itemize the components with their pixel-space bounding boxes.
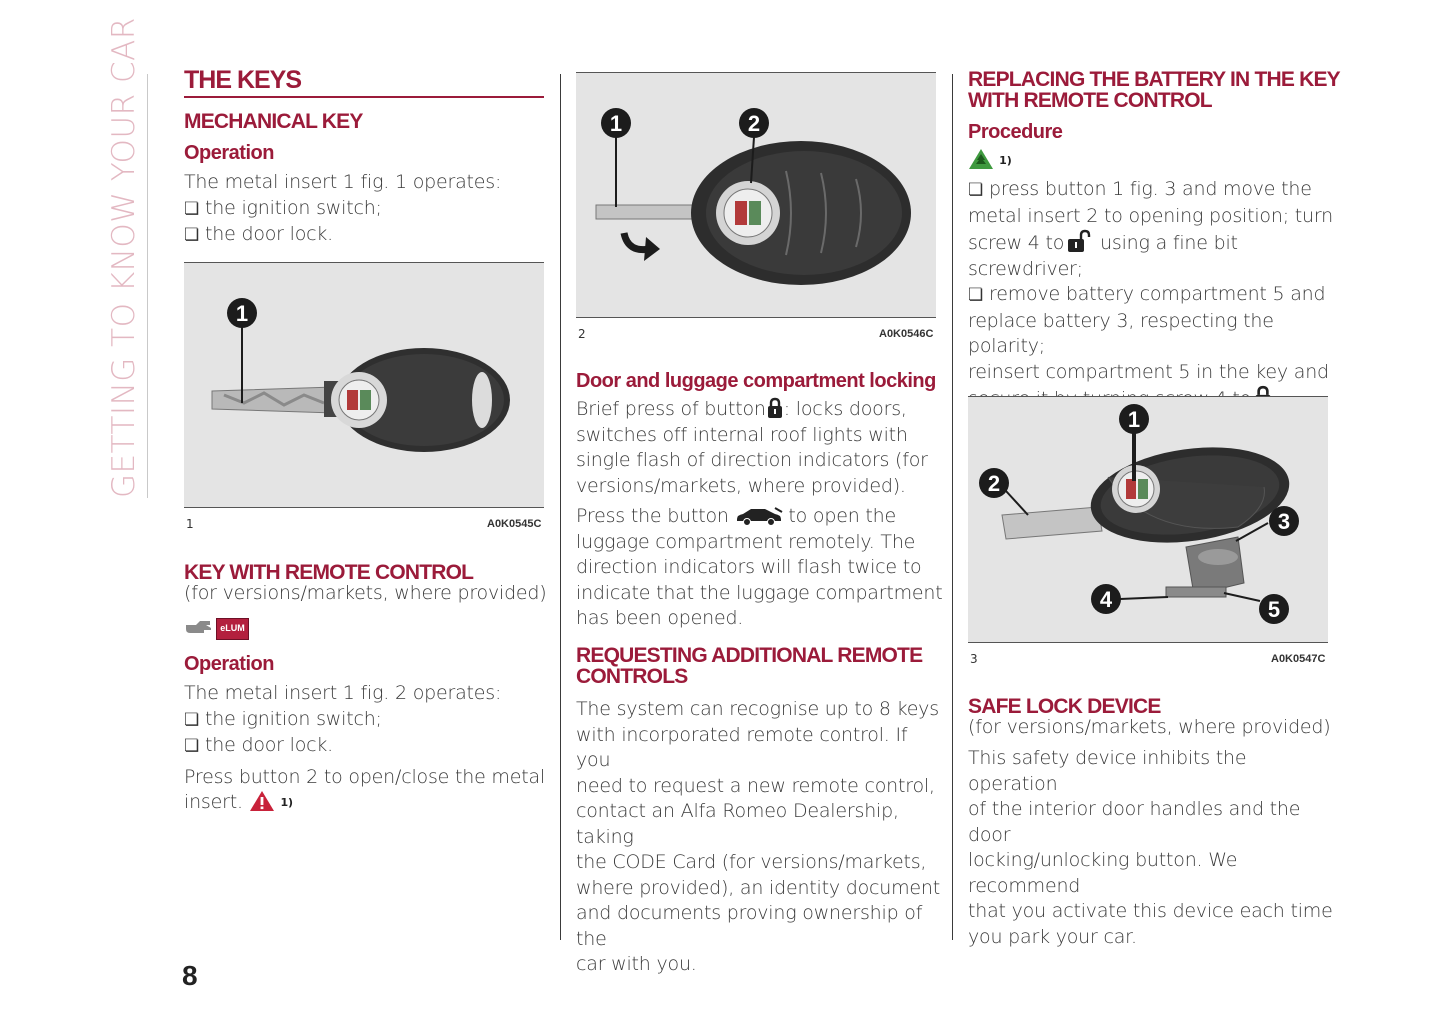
step-text: using a fine bit (1100, 232, 1238, 254)
figure-callout (1259, 594, 1289, 624)
door-locking-heading: Door and luggage compartment locking (576, 370, 936, 392)
req-line: contact an Alfa Romeo Dealership, taking (576, 800, 899, 848)
warning-icon (249, 790, 275, 812)
page-title: THE KEYS (184, 66, 302, 94)
door-p1-b: : locks doors, (783, 398, 907, 420)
step-text: replace battery 3, respecting the polarity; (968, 309, 1274, 357)
door-p1-line: switches off internal roof lights with (576, 423, 908, 446)
lock-icon (766, 397, 784, 419)
operation-heading: Operation (184, 142, 274, 164)
warning-ref: 1) (280, 796, 293, 809)
door-p2-line: luggage compartment remotely. The (576, 530, 916, 553)
mechanical-key-heading: MECHANICAL KEY (184, 110, 363, 133)
door-p2-line1 (576, 504, 946, 530)
car-trunk-icon (735, 506, 783, 526)
sidebar-divider (147, 74, 148, 498)
step-1 (968, 177, 1338, 204)
safe-lock-subtitle: (for versions/markets, where provided) (968, 716, 1331, 738)
remote-key-text (184, 681, 554, 816)
heading-line: CONTROLS (576, 665, 688, 688)
procedure-text (968, 177, 1338, 413)
battery-replacement-illustration (968, 397, 1328, 642)
figure-callout (601, 108, 631, 138)
bullet-text: the ignition switch; (205, 196, 382, 219)
press-text: Press button 2 to open/close the metal (184, 765, 545, 788)
remote-key-subtitle: (for versions/markets, where provided) (184, 582, 547, 604)
elum-badge (184, 617, 250, 641)
callout-label: 1 (235, 301, 249, 326)
door-p2-line: has been opened. (576, 607, 744, 629)
callout-label: 3 (1277, 509, 1291, 534)
procedure-heading: Procedure (968, 121, 1063, 143)
figure-1-number: 1 (186, 517, 194, 531)
step-text: remove battery compartment 5 and (989, 283, 1326, 305)
door-p1-line: versions/markets, where provided). (576, 474, 906, 497)
mech-intro: The metal insert 1 fig. 1 operates: (184, 171, 502, 193)
req-line: need to request a new remote control, (576, 774, 935, 797)
press-text-line2 (184, 790, 554, 816)
bullet-text: the ignition switch; (205, 707, 382, 730)
operation-heading-2: Operation (184, 653, 274, 675)
figure-2-remote-key (576, 72, 936, 318)
figure-callout (1119, 404, 1149, 434)
heading-line: REPLACING THE BATTERY IN THE KEY (968, 68, 1340, 91)
heading-line: WITH REMOTE CONTROL (968, 89, 1212, 112)
figure-callout (227, 298, 257, 328)
figure-3-battery-replacement (968, 396, 1328, 643)
req-line: where provided), an identity document (576, 876, 941, 899)
req-line: the CODE Card (for versions/markets, (576, 851, 927, 873)
environment-note (968, 148, 1012, 170)
figure-2-number: 2 (578, 327, 586, 341)
step-2 (968, 282, 1338, 309)
callout-label: 1 (1127, 407, 1141, 432)
figure-1-code: A0K0545C (487, 518, 542, 530)
sidebar-title-text: GETTING TO KNOW YOUR CAR (106, 17, 142, 498)
callout-label: 5 (1267, 597, 1281, 622)
door-locking-text (576, 397, 946, 632)
bullet-text: the door lock. (205, 734, 334, 756)
press-text-insert: insert. (184, 791, 243, 813)
safe-line: that you activate this device each time (968, 900, 1333, 922)
door-p1-a: Brief press of button (576, 398, 766, 420)
figure-callout (739, 108, 769, 138)
remote-key-heading: KEY WITH REMOTE CONTROL (184, 561, 474, 584)
step-text: reinsert compartment 5 in the key and (968, 360, 1329, 383)
safe-lock-text (968, 746, 1338, 950)
safe-line: locking/unlocking button. We recommend (968, 849, 1238, 897)
figure-callout (1091, 584, 1121, 614)
page-number: 8 (182, 960, 198, 991)
section-sidebar-title (98, 17, 144, 498)
additional-remotes-text (576, 697, 946, 978)
door-p2-b: to open the (788, 505, 896, 527)
safe-line: you park your car. (968, 925, 1137, 948)
step-1-line3 (968, 229, 1338, 257)
safe-line: of the interior door handles and the door (968, 798, 1301, 846)
callout-label: 2 (987, 471, 1001, 496)
remote-intro: The metal insert 1 fig. 2 operates: (184, 682, 502, 704)
req-line: The system can recognise up to 8 keys (576, 698, 939, 720)
req-line: with incorporated remote control. If you (576, 723, 908, 771)
req-line: and documents proving ownership of the (576, 902, 923, 950)
req-line: car with you. (576, 953, 697, 975)
column-divider-2 (952, 74, 953, 940)
additional-remotes-heading (576, 645, 922, 687)
step-text: screwdriver; (968, 257, 1083, 280)
figure-2-code: A0K0546C (879, 328, 934, 340)
replacing-battery-heading (968, 69, 1340, 111)
bullet-item (184, 196, 554, 223)
figure-3-number: 3 (970, 652, 978, 666)
step-text: press button 1 fig. 3 and move the (989, 178, 1312, 200)
mechanical-key-illustration (184, 263, 544, 507)
callout-label: 1 (609, 111, 623, 136)
door-p1-line1 (576, 397, 946, 423)
figure-3-code: A0K0547C (1271, 653, 1326, 665)
door-p2-line: indicate that the luggage compartment (576, 581, 943, 604)
environment-icon (968, 148, 994, 170)
mech-key-text (184, 170, 554, 249)
step-text: metal insert 2 to opening position; turn (968, 204, 1333, 227)
environment-ref: 1) (999, 154, 1012, 167)
title-underline (184, 96, 544, 98)
figure-callout (979, 468, 1009, 498)
bullet-text: the door lock. (205, 223, 334, 245)
callout-label: 4 (1099, 587, 1113, 612)
remote-key-illustration (576, 73, 936, 317)
pointing-hand-icon (184, 617, 214, 641)
bullet-item (184, 733, 554, 760)
elum-label: eLUM (216, 618, 249, 640)
door-p2-a: Press the button (576, 505, 729, 527)
figure-callout (1269, 506, 1299, 536)
figure-1-mechanical-key (184, 262, 544, 508)
safe-line: This safety device inhibits the operation (968, 747, 1247, 795)
column-divider-1 (560, 74, 561, 940)
bullet-item (184, 707, 554, 734)
step-text: screw 4 to (968, 232, 1065, 254)
bullet-item (184, 222, 554, 249)
unlock-icon (1064, 229, 1094, 253)
door-p1-line: single flash of direction indicators (for (576, 449, 928, 471)
heading-line: REQUESTING ADDITIONAL REMOTE (576, 644, 923, 667)
safe-lock-heading: SAFE LOCK DEVICE (968, 695, 1161, 718)
callout-label: 2 (747, 111, 761, 136)
door-p2-line: direction indicators will flash twice to (576, 556, 922, 578)
